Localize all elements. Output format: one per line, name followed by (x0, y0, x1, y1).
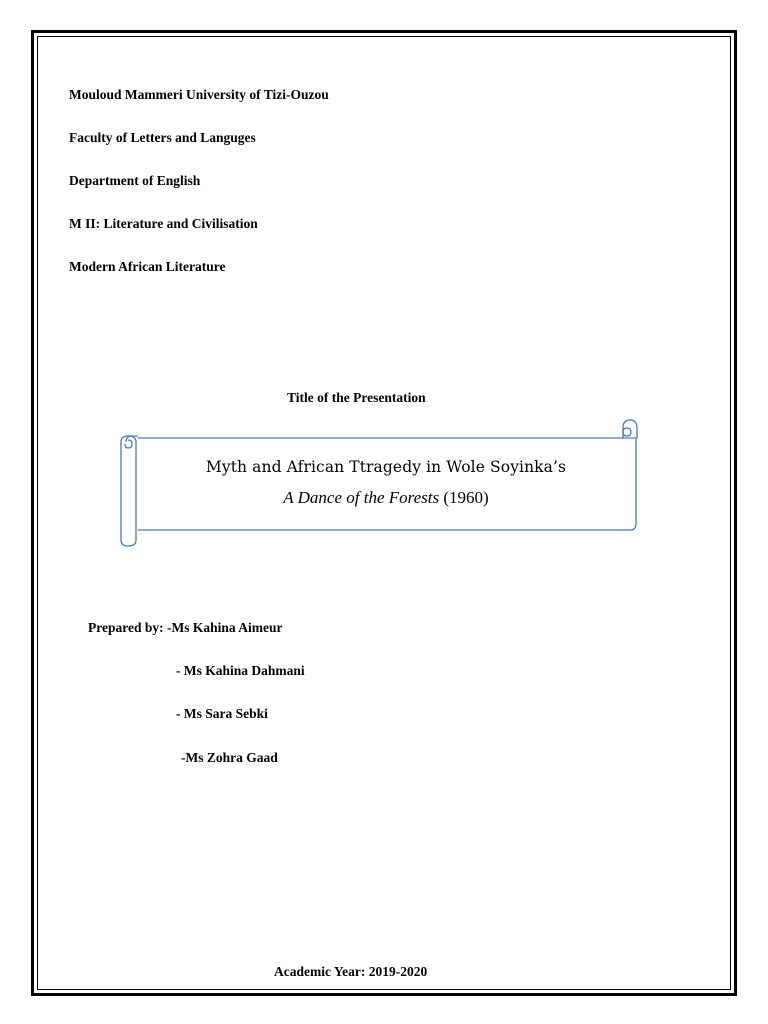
prepared-by-label: Prepared by: (88, 620, 167, 635)
program-name: M II: Literature and Civilisation (69, 216, 258, 231)
presentation-title: Myth and African Ttragedy in Wole Soyinka’s (205, 458, 567, 476)
work-year: (1960) (443, 488, 489, 507)
author-name: - Ms Sara Sebki (176, 706, 268, 721)
module-name: Modern African Literature (69, 259, 226, 274)
academic-year: Academic Year: 2019-2020 (274, 964, 428, 979)
author-name: -Ms Kahina Aimeur (167, 620, 283, 635)
presentation-title-block (140, 458, 632, 508)
university-name: Mouloud Mammeri University of Tizi-Ouzou (69, 87, 329, 102)
author-name: - Ms Kahina Dahmani (176, 663, 305, 678)
work-title: A Dance of the Forests (283, 488, 440, 507)
presentation-subtitle (140, 488, 632, 508)
faculty-name: Faculty of Letters and Languges (69, 130, 256, 145)
authors-entry-1 (88, 620, 283, 636)
author-name: -Ms Zohra Gaad (181, 750, 278, 765)
department-name: Department of English (69, 173, 201, 188)
presentation-label: Title of the Presentation (287, 390, 426, 405)
